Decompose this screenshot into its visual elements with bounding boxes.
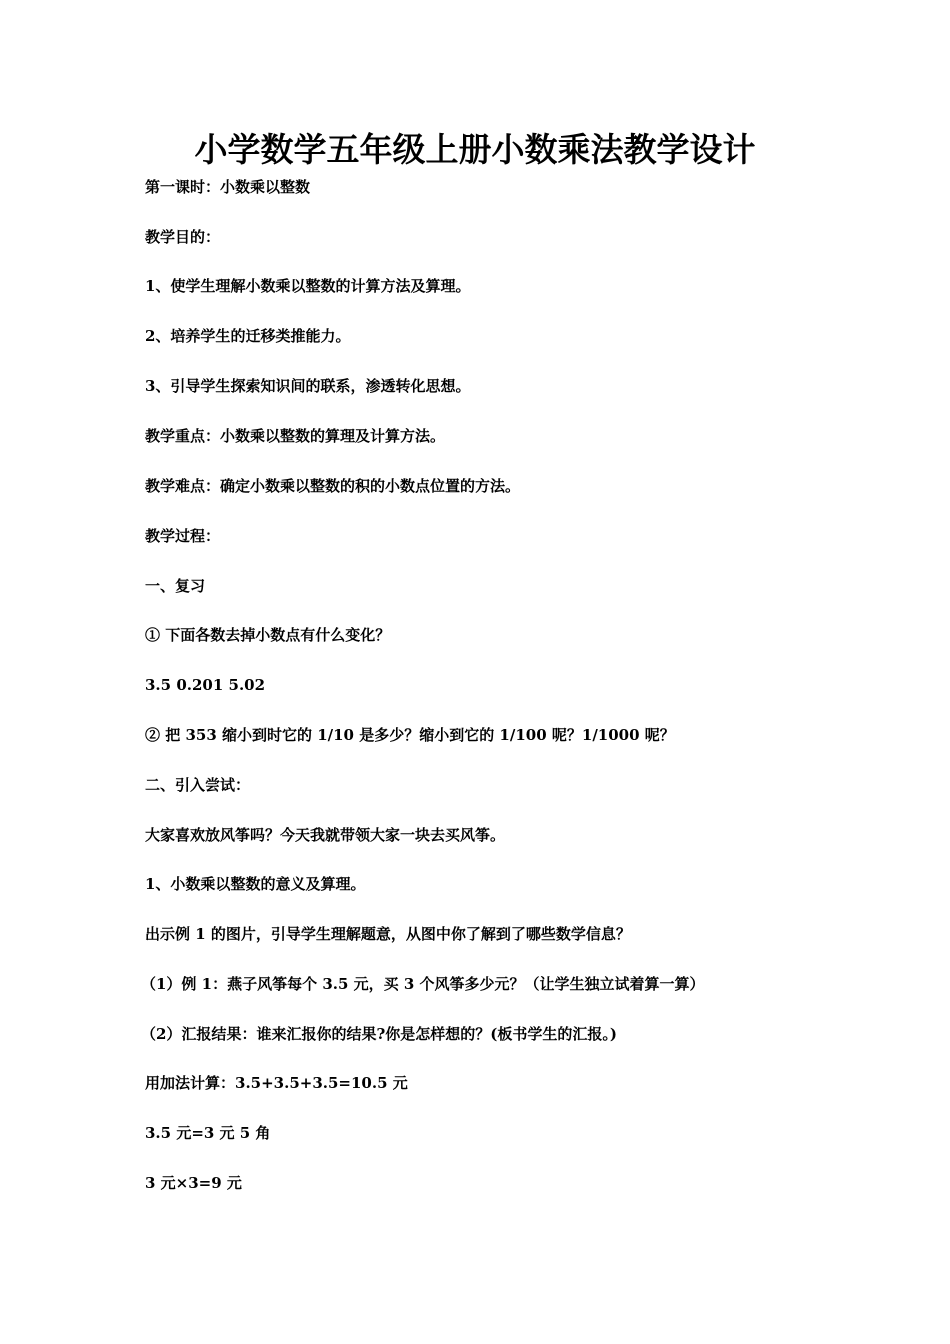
- objective-3: 3、引导学生探索知识间的联系，渗透转化思想。: [145, 377, 471, 395]
- subsection-1: 1、小数乘以整数的意义及算理。: [145, 875, 366, 893]
- unit-conversion: 3.5 元=3 元 5 角: [145, 1124, 271, 1142]
- lesson-heading: 第一课时：小数乘以整数: [145, 178, 311, 196]
- document-title: 小学数学五年级上册小数乘法教学设计: [194, 130, 756, 169]
- review-question-2: ② 把 353 缩小到时它的 1/10 是多少？缩小到它的 1/100 呢？1/1000 呢？: [145, 726, 675, 744]
- report-results: （2）汇报结果：谁来汇报你的结果?你是怎样想的？(板书学生的汇报。): [141, 1025, 617, 1043]
- addition-calc: 用加法计算：3.5+3.5+3.5=10.5 元: [145, 1074, 408, 1092]
- section-introduction: 二、引入尝试：: [145, 776, 251, 794]
- review-question-1: ① 下面各数去掉小数点有什么变化？: [145, 626, 391, 644]
- key-point: 教学重点：小数乘以整数的算理及计算方法。: [145, 427, 446, 445]
- objective-2: 2、培养学生的迁移类推能力。: [145, 327, 351, 345]
- review-numbers: 3.5 0.201 5.02: [145, 676, 266, 694]
- objectives-heading: 教学目的：: [145, 228, 221, 246]
- process-heading: 教学过程：: [145, 527, 221, 545]
- difficult-point: 教学难点：确定小数乘以整数的积的小数点位置的方法。: [145, 477, 521, 495]
- example-intro: 出示例 1 的图片，引导学生理解题意，从图中你了解到了哪些数学信息？: [145, 925, 631, 943]
- multiplication-calc: 3 元×3=9 元: [145, 1174, 242, 1192]
- intro-text: 大家喜欢放风筝吗？今天我就带领大家一块去买风筝。: [145, 826, 506, 844]
- section-review: 一、复习: [145, 577, 206, 595]
- example-1: （1）例 1：燕子风筝每个 3.5 元，买 3 个风筝多少元？（让学生独立试着算一算）: [141, 975, 705, 993]
- objective-1: 1、使学生理解小数乘以整数的计算方法及算理。: [145, 277, 471, 295]
